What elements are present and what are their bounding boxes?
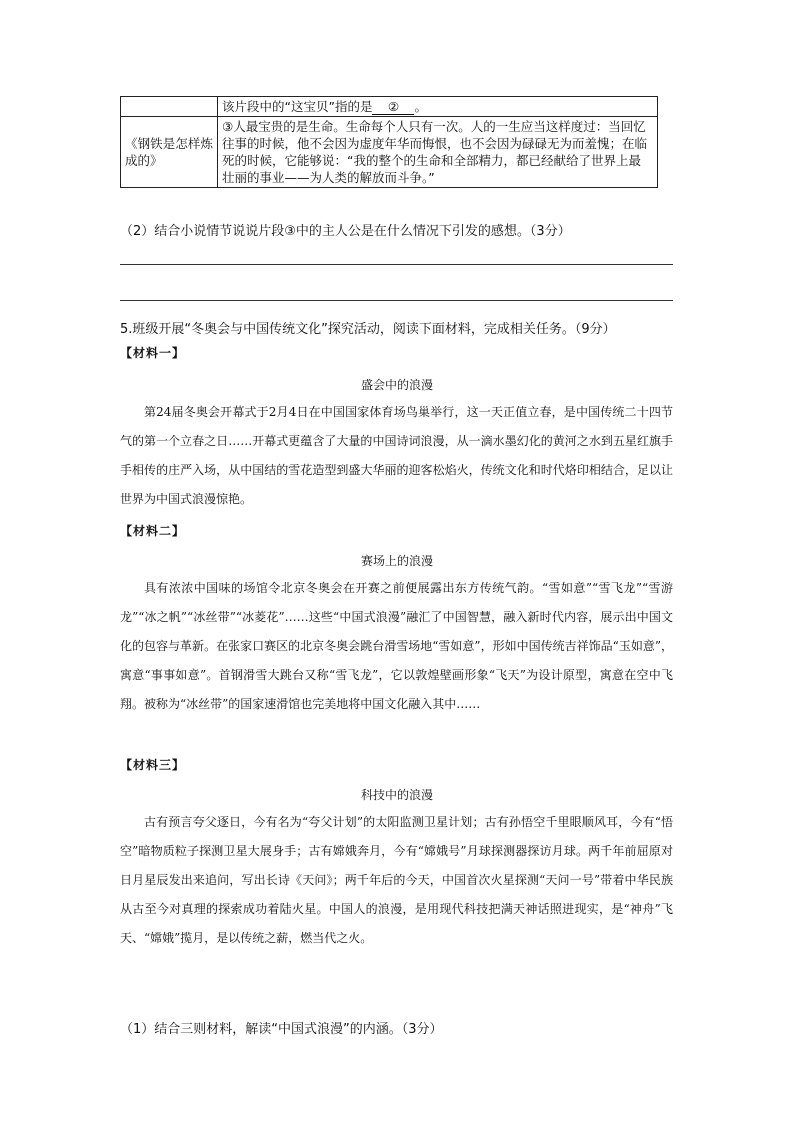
table-row <box>121 117 658 188</box>
material-2-body <box>120 574 673 719</box>
book-title-cell: 《钢铁是怎样炼成的》 <box>121 117 218 188</box>
quote-table <box>120 96 658 188</box>
material-1-title: 盛会中的浪漫 <box>360 378 433 392</box>
empty-cell <box>121 97 218 117</box>
paragraph: 古有预言夸父逐日，今有名为“夸父计划”的太阳监测卫星计划；古有孙悟空千里眼顺风耳，今有“悟空”暗物质粒子探测卫星大展身手；古有嫦娥奔月，今有“嫦娥号”月球探测器探访月球。两千年前屈原对日月星辰发出来追问，写出长诗《天问》；两千年后的今天，中国首次火星探测“天问一号”带着中华民族从古至今对真理的探索成功着陆火星。中国人的浪漫，是用现代科技把满天神话照进现实，是“神舟”飞天、“嫦娥”揽月，是以传统之薪，燃当代之火。 <box>120 815 673 945</box>
question-2: （2）结合小说情节说说片段③中的主人公是在什么情况下引发的感想。（3分） <box>120 224 571 239</box>
paragraph: 具有浓浓中国味的场馆令北京冬奥会在开赛之前便展露出东方传统气韵。“雪如意”“雪飞龙”“雪游龙”“冰之帆”“冰丝带”“冰菱花”……这些“中国式浪漫”融汇了中国智慧，融入新时代内容，展示出中国文化的包容与革新。在张家口赛区的北京冬奥会跳台滑雪场地“雪如意”，形如中国传统吉祥饰品“玉如意”，寓意“事事如意”。首钢滑雪大跳台又称“雪飞龙”，它以敦煌壁画形象“飞天”为设计原型，寓意在空中飞翔。被称为“冰丝带”的国家速滑馆也完美地将中国文化融入其中…… <box>120 581 673 711</box>
question-5: 5.班级开展“冬奥会与中国传统文化”探究活动，阅读下面材料，完成相关任务。（9分） <box>120 322 616 337</box>
material-2-label: 【材料二】 <box>120 524 186 538</box>
material-3-label: 【材料三】 <box>120 758 186 772</box>
material-3-title: 科技中的浪漫 <box>360 788 433 802</box>
row1-text: 该片段中的“这宝贝”指的是 <box>222 99 373 114</box>
paragraph: 第24届冬奥会开幕式于2月4日在中国国家体育场鸟巢举行，这一天正值立春，是中国传统二十四节气的第一个立春之日……开幕式更蕴含了大量的中国诗词浪漫，从一滴水墨幻化的黄河之水到五星红旗手手相传的庄严入场，从中国结的雪花造型到盛大华丽的迎客松焰火，传统文化和时代烙印相结合，足以让世界为中国式浪漫惊艳。 <box>120 405 673 506</box>
answer-line <box>120 300 673 301</box>
answer-blank: ② <box>372 100 414 115</box>
quote-cell: ③人最宝贵的是生命。生命每个人只有一次。人的一生应当这样度过：当回忆往事的时候，他不会因为虚度年华而悔恨，也不会因为碌碌无为而羞愧；在临死的时候，它能够说：“我的整个的生命和全部精力，都已经献给了世界上最壮丽的事业——为人类的解放而斗争。” <box>218 117 658 188</box>
answer-line <box>120 264 673 265</box>
material-1-label: 【材料一】 <box>120 346 186 360</box>
table-row <box>121 97 658 117</box>
row1-end: 。 <box>414 99 427 114</box>
material-3-body <box>120 808 673 953</box>
material-1-body <box>120 398 673 514</box>
question-5-1: （1）结合三则材料，解读“中国式浪漫”的内涵。（3分） <box>120 1022 443 1037</box>
material-2-title: 赛场上的浪漫 <box>360 554 433 568</box>
row1-cell <box>218 97 658 117</box>
